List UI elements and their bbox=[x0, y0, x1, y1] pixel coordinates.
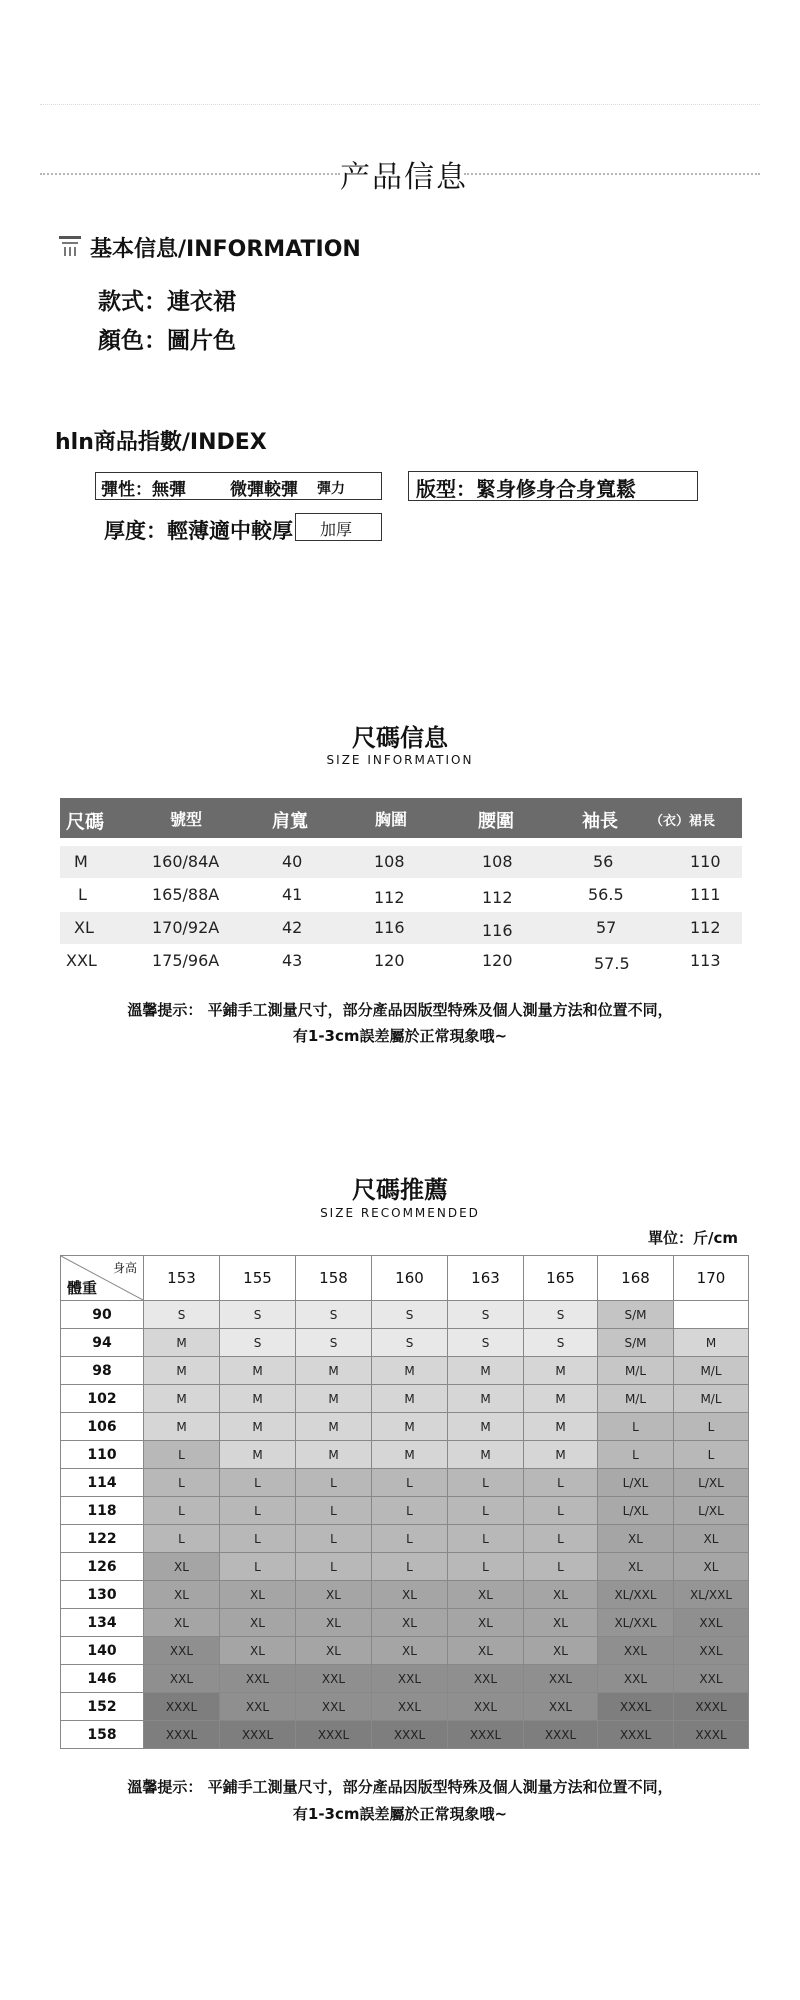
size-cell: L bbox=[372, 1469, 448, 1497]
recommend-table bbox=[60, 1255, 749, 1749]
cell-model: 160/84A bbox=[152, 852, 220, 871]
size-cell: M bbox=[296, 1441, 372, 1469]
size-cell: XXL bbox=[524, 1665, 598, 1693]
cell-chest: 108 bbox=[374, 852, 405, 871]
recommend-row bbox=[61, 1301, 749, 1329]
weight-header: 102 bbox=[61, 1385, 144, 1413]
size-cell: XXL bbox=[220, 1665, 296, 1693]
size-cell: XXXL bbox=[598, 1721, 674, 1749]
header-model: 號型 bbox=[170, 810, 203, 829]
size-cell: M bbox=[296, 1413, 372, 1441]
size-cell: L/XL bbox=[674, 1469, 749, 1497]
size-cell: L bbox=[372, 1553, 448, 1581]
size-cell: XL bbox=[144, 1609, 220, 1637]
size-cell: XXL bbox=[296, 1693, 372, 1721]
size-cell: XXL bbox=[674, 1609, 749, 1637]
top-divider bbox=[40, 104, 760, 105]
recommend-row bbox=[61, 1721, 749, 1749]
weight-header: 134 bbox=[61, 1609, 144, 1637]
recommend-row bbox=[61, 1329, 749, 1357]
size-cell: XL bbox=[524, 1581, 598, 1609]
size-row-m bbox=[60, 846, 742, 878]
size-cell: L bbox=[296, 1553, 372, 1581]
size-cell: M bbox=[448, 1413, 524, 1441]
size-cell: XXXL bbox=[144, 1721, 220, 1749]
recommend-row bbox=[61, 1525, 749, 1553]
size-cell: XXL bbox=[296, 1665, 372, 1693]
cell-size: L bbox=[78, 885, 87, 904]
size-cell: XL bbox=[598, 1553, 674, 1581]
recommend-row bbox=[61, 1441, 749, 1469]
weight-header: 114 bbox=[61, 1469, 144, 1497]
size-cell: M/L bbox=[598, 1357, 674, 1385]
size-cell: L bbox=[524, 1497, 598, 1525]
size-cell: XL bbox=[296, 1581, 372, 1609]
size-cell: XL bbox=[220, 1637, 296, 1665]
size-cell: L bbox=[524, 1469, 598, 1497]
size-cell: M/L bbox=[598, 1385, 674, 1413]
size-cell: M bbox=[524, 1357, 598, 1385]
cell-model: 175/96A bbox=[152, 951, 220, 970]
recommend-row bbox=[61, 1469, 749, 1497]
size-cell: M bbox=[524, 1441, 598, 1469]
size-cell: XXXL bbox=[296, 1721, 372, 1749]
size-cell: XXL bbox=[144, 1637, 220, 1665]
size-cell: L bbox=[674, 1441, 749, 1469]
size-cell: XXL bbox=[598, 1665, 674, 1693]
size-cell: L bbox=[220, 1553, 296, 1581]
cell-waist: 120 bbox=[482, 951, 513, 970]
size-info-tip-line2: 有1-3cm誤差屬於正常現象哦~ bbox=[292, 1027, 508, 1045]
size-cell: M bbox=[524, 1385, 598, 1413]
recommend-row bbox=[61, 1385, 749, 1413]
info-icon bbox=[58, 234, 82, 258]
unit-label: 單位：斤/cm bbox=[648, 1229, 739, 1247]
size-row-xl bbox=[60, 912, 742, 944]
height-header: 168 bbox=[598, 1256, 674, 1301]
recommend-row bbox=[61, 1553, 749, 1581]
size-cell: L/XL bbox=[674, 1497, 749, 1525]
size-row-xxl bbox=[60, 945, 742, 977]
size-cell: M bbox=[372, 1385, 448, 1413]
cell-shoulder: 42 bbox=[282, 918, 303, 937]
cell-size: M bbox=[74, 852, 88, 871]
size-cell: S bbox=[372, 1301, 448, 1329]
cell-waist: 108 bbox=[482, 852, 513, 871]
size-cell: L bbox=[372, 1525, 448, 1553]
thickness-end: 加厚 bbox=[320, 520, 353, 539]
size-cell: XL bbox=[524, 1637, 598, 1665]
recommend-row bbox=[61, 1497, 749, 1525]
size-row-l bbox=[60, 879, 742, 911]
fit-label: 版型：緊身修身合身寬鬆 bbox=[416, 477, 636, 501]
size-cell: L bbox=[524, 1525, 598, 1553]
size-cell: XXXL bbox=[372, 1721, 448, 1749]
size-cell: M bbox=[220, 1441, 296, 1469]
size-cell: S bbox=[144, 1301, 220, 1329]
size-cell: S bbox=[220, 1301, 296, 1329]
size-cell: XL bbox=[372, 1581, 448, 1609]
height-header: 170 bbox=[674, 1256, 749, 1301]
size-cell: XL bbox=[144, 1581, 220, 1609]
recommend-subtitle: SIZE RECOMMENDED bbox=[320, 1206, 480, 1220]
cell-model: 170/92A bbox=[152, 918, 220, 937]
size-cell: M/L bbox=[674, 1385, 749, 1413]
weight-header: 158 bbox=[61, 1721, 144, 1749]
size-cell: M bbox=[144, 1413, 220, 1441]
size-cell: S bbox=[372, 1329, 448, 1357]
weight-header: 110 bbox=[61, 1441, 144, 1469]
size-cell: M bbox=[674, 1329, 749, 1357]
size-cell: XL/XXL bbox=[598, 1609, 674, 1637]
size-cell: XL bbox=[448, 1581, 524, 1609]
cell-sleeve: 56.5 bbox=[588, 885, 624, 904]
size-cell: XL bbox=[448, 1637, 524, 1665]
size-cell: M bbox=[448, 1441, 524, 1469]
size-cell: XXL bbox=[372, 1693, 448, 1721]
size-cell: S/M bbox=[598, 1329, 674, 1357]
size-cell: L bbox=[524, 1553, 598, 1581]
size-cell: S bbox=[448, 1301, 524, 1329]
cell-length: 113 bbox=[690, 951, 721, 970]
size-cell: M bbox=[220, 1357, 296, 1385]
header-left-dots bbox=[40, 173, 340, 175]
size-cell: XXL bbox=[674, 1637, 749, 1665]
size-cell: M bbox=[144, 1357, 220, 1385]
size-cell: L bbox=[144, 1497, 220, 1525]
size-cell: L bbox=[448, 1525, 524, 1553]
recommend-row bbox=[61, 1581, 749, 1609]
cell-chest: 120 bbox=[374, 951, 405, 970]
size-cell: M bbox=[296, 1357, 372, 1385]
size-cell: XXXL bbox=[448, 1721, 524, 1749]
size-cell: L bbox=[296, 1525, 372, 1553]
size-cell: L bbox=[144, 1525, 220, 1553]
size-cell: S bbox=[448, 1329, 524, 1357]
cell-size: XXL bbox=[66, 951, 97, 970]
cell-size: XL bbox=[74, 918, 94, 937]
size-cell: M bbox=[448, 1385, 524, 1413]
size-cell: XXXL bbox=[674, 1693, 749, 1721]
recommend-tip-line2: 有1-3cm誤差屬於正常現象哦~ bbox=[292, 1805, 508, 1823]
weight-header: 90 bbox=[61, 1301, 144, 1329]
cell-length: 112 bbox=[690, 918, 721, 937]
size-cell: L bbox=[220, 1497, 296, 1525]
size-cell bbox=[674, 1301, 749, 1329]
size-cell: XXL bbox=[524, 1693, 598, 1721]
size-cell: XL bbox=[372, 1637, 448, 1665]
size-cell: M bbox=[524, 1413, 598, 1441]
size-cell: XXXL bbox=[674, 1721, 749, 1749]
basic-info-heading: 基本信息/INFORMATION bbox=[90, 237, 361, 262]
size-cell: XXXL bbox=[598, 1693, 674, 1721]
size-cell: L bbox=[448, 1469, 524, 1497]
size-cell: XXXL bbox=[144, 1693, 220, 1721]
size-cell: XXXL bbox=[220, 1721, 296, 1749]
cell-length: 110 bbox=[690, 852, 721, 871]
size-cell: M bbox=[220, 1385, 296, 1413]
cell-sleeve: 56 bbox=[593, 852, 614, 871]
size-info-tip-line1: 溫馨提示： 平鋪手工測量尺寸，部分產品因版型特殊及個人測量方法和位置不同， bbox=[127, 1001, 673, 1019]
size-cell: XXL bbox=[674, 1665, 749, 1693]
height-header: 160 bbox=[372, 1256, 448, 1301]
color-line: 顏色：圖片色 bbox=[98, 328, 236, 354]
height-header: 153 bbox=[144, 1256, 220, 1301]
size-info-subtitle: SIZE INFORMATION bbox=[326, 753, 474, 767]
cell-waist: 112 bbox=[482, 888, 513, 907]
size-cell: M/L bbox=[674, 1357, 749, 1385]
header-waist: 腰圍 bbox=[478, 811, 514, 832]
size-cell: XL bbox=[220, 1581, 296, 1609]
size-cell: M bbox=[144, 1385, 220, 1413]
cell-sleeve: 57.5 bbox=[594, 954, 630, 973]
recommend-row bbox=[61, 1609, 749, 1637]
size-cell: M bbox=[220, 1413, 296, 1441]
size-info-title: 尺碼信息 bbox=[352, 724, 448, 752]
page-title: 产品信息 bbox=[340, 160, 468, 195]
size-cell: XL bbox=[296, 1637, 372, 1665]
weight-header: 152 bbox=[61, 1693, 144, 1721]
size-cell: XXXL bbox=[524, 1721, 598, 1749]
header-right-dots bbox=[464, 173, 760, 175]
height-header: 155 bbox=[220, 1256, 296, 1301]
size-cell: XL bbox=[674, 1553, 749, 1581]
size-cell: XXL bbox=[448, 1665, 524, 1693]
weight-header: 126 bbox=[61, 1553, 144, 1581]
size-cell: S bbox=[296, 1301, 372, 1329]
recommend-row bbox=[61, 1693, 749, 1721]
size-cell: L/XL bbox=[598, 1469, 674, 1497]
size-cell: L bbox=[220, 1525, 296, 1553]
size-cell: L bbox=[372, 1497, 448, 1525]
cell-shoulder: 40 bbox=[282, 852, 303, 871]
header-chest: 胸圍 bbox=[375, 810, 408, 829]
size-cell: L/XL bbox=[598, 1497, 674, 1525]
size-cell: L bbox=[674, 1413, 749, 1441]
size-cell: M bbox=[372, 1357, 448, 1385]
size-cell: XL bbox=[524, 1609, 598, 1637]
size-cell: S bbox=[524, 1301, 598, 1329]
size-cell: XXL bbox=[372, 1665, 448, 1693]
corner-height-label: 身高 bbox=[112, 1261, 137, 1275]
size-cell: L bbox=[144, 1441, 220, 1469]
size-cell: XL bbox=[598, 1525, 674, 1553]
recommend-row bbox=[61, 1413, 749, 1441]
size-cell: XXL bbox=[220, 1693, 296, 1721]
cell-model: 165/88A bbox=[152, 885, 220, 904]
style-line: 款式：連衣裙 bbox=[98, 289, 236, 315]
size-cell: L bbox=[144, 1469, 220, 1497]
size-cell: XL/XXL bbox=[598, 1581, 674, 1609]
size-table-header bbox=[60, 798, 742, 838]
size-cell: XL bbox=[372, 1609, 448, 1637]
height-header: 163 bbox=[448, 1256, 524, 1301]
recommend-title: 尺碼推薦 bbox=[352, 1176, 448, 1204]
header-size: 尺碼 bbox=[66, 811, 105, 833]
size-cell: L bbox=[296, 1497, 372, 1525]
weight-header: 130 bbox=[61, 1581, 144, 1609]
size-cell: L bbox=[296, 1469, 372, 1497]
size-cell: L bbox=[598, 1441, 674, 1469]
recommend-tip-line1: 溫馨提示： 平鋪手工測量尺寸，部分產品因版型特殊及個人測量方法和位置不同， bbox=[127, 1778, 673, 1796]
size-cell: L bbox=[448, 1553, 524, 1581]
cell-chest: 112 bbox=[374, 888, 405, 907]
size-cell: XL bbox=[220, 1609, 296, 1637]
cell-waist: 116 bbox=[482, 921, 513, 940]
recommend-header-row bbox=[61, 1256, 749, 1301]
size-cell: M bbox=[296, 1385, 372, 1413]
header-shoulder: 肩寬 bbox=[272, 811, 308, 832]
size-cell: L bbox=[448, 1497, 524, 1525]
size-cell: XL bbox=[448, 1609, 524, 1637]
corner-cell bbox=[61, 1256, 144, 1301]
recommend-row bbox=[61, 1665, 749, 1693]
weight-header: 94 bbox=[61, 1329, 144, 1357]
size-cell: M bbox=[448, 1357, 524, 1385]
weight-header: 146 bbox=[61, 1665, 144, 1693]
size-cell: M bbox=[372, 1413, 448, 1441]
size-cell: XL bbox=[296, 1609, 372, 1637]
header-length: （衣）裙長 bbox=[650, 814, 716, 829]
size-cell: XXL bbox=[144, 1665, 220, 1693]
size-cell: S bbox=[220, 1329, 296, 1357]
size-cell: XL/XXL bbox=[674, 1581, 749, 1609]
cell-shoulder: 41 bbox=[282, 885, 303, 904]
size-cell: XL bbox=[144, 1553, 220, 1581]
height-header: 165 bbox=[524, 1256, 598, 1301]
size-cell: S bbox=[296, 1329, 372, 1357]
header-sleeve: 袖長 bbox=[582, 811, 618, 832]
weight-header: 106 bbox=[61, 1413, 144, 1441]
elasticity-label: 彈性：無彈 bbox=[101, 480, 186, 500]
size-cell: M bbox=[372, 1441, 448, 1469]
size-cell: L bbox=[220, 1469, 296, 1497]
cell-length: 111 bbox=[690, 885, 721, 904]
index-heading: hln商品指數/INDEX bbox=[55, 430, 267, 455]
weight-header: 118 bbox=[61, 1497, 144, 1525]
cell-chest: 116 bbox=[374, 918, 405, 937]
elasticity-end: 彈力 bbox=[317, 481, 345, 497]
weight-header: 98 bbox=[61, 1357, 144, 1385]
elasticity-mid: 微彈較彈 bbox=[230, 480, 298, 500]
cell-shoulder: 43 bbox=[282, 951, 303, 970]
size-cell: XXL bbox=[598, 1637, 674, 1665]
height-header: 158 bbox=[296, 1256, 372, 1301]
weight-header: 122 bbox=[61, 1525, 144, 1553]
recommend-row bbox=[61, 1357, 749, 1385]
size-cell: S/M bbox=[598, 1301, 674, 1329]
size-cell: L bbox=[598, 1413, 674, 1441]
size-cell: XXL bbox=[448, 1693, 524, 1721]
size-cell: XL bbox=[674, 1525, 749, 1553]
recommend-row bbox=[61, 1637, 749, 1665]
corner-weight-label: 體重 bbox=[67, 1279, 98, 1297]
size-cell: M bbox=[144, 1329, 220, 1357]
size-cell: S bbox=[524, 1329, 598, 1357]
weight-header: 140 bbox=[61, 1637, 144, 1665]
thickness-label: 厚度：輕薄適中較厚 bbox=[104, 519, 293, 543]
cell-sleeve: 57 bbox=[596, 918, 617, 937]
